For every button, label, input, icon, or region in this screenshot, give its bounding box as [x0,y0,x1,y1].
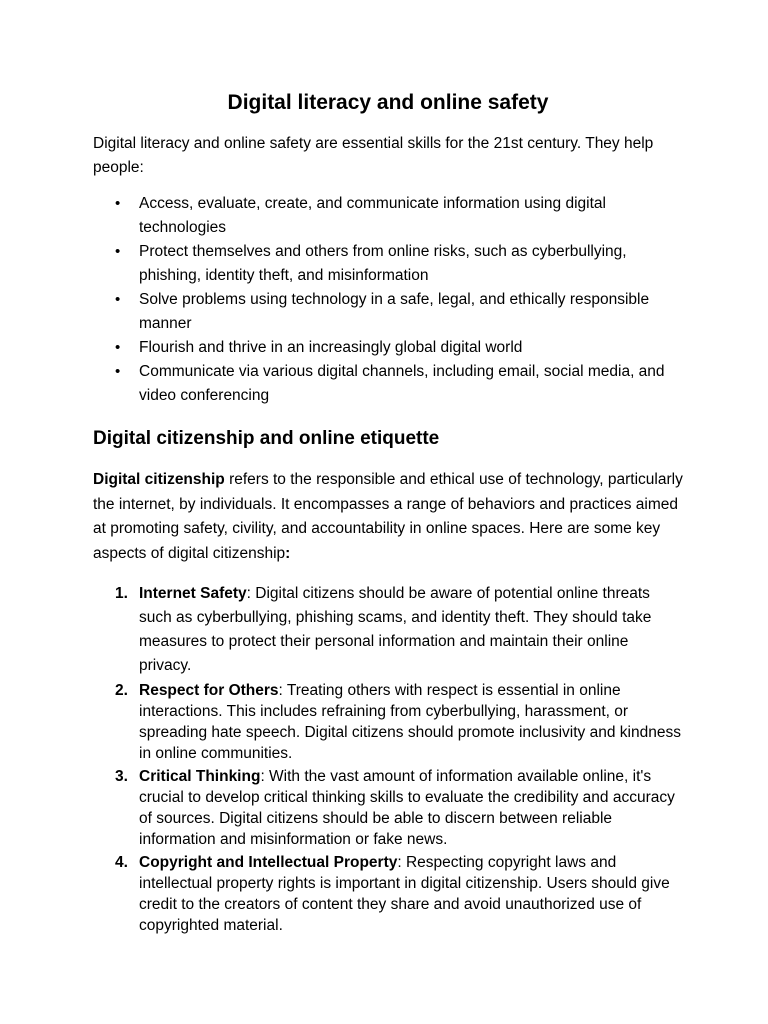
bullet-glyph: • [115,195,121,212]
aspect-text: : Respecting copyright laws and intellectual property rights is important in digital citizenship. Users should give credit to the creators of content they share and avoid unauthorized use of copyrighted material. [139,854,670,934]
citizenship-text: refers to the responsible and ethical use of technology, particularly the internet, by individuals. It encompasses a range of behaviors and practices aimed at promoting safety, civility, and accountability in online spaces. Here are some key aspects of digital citizenship [93,471,683,562]
bullet-glyph: • [115,363,121,380]
bullet-glyph: • [115,339,121,356]
skills-bullet-list [93,192,683,408]
aspect-number: 1. [115,585,128,602]
aspect-item-internet-safety [93,582,683,678]
citizenship-paragraph [93,468,683,566]
aspect-item-respect-for-others [93,680,683,764]
bullet-text: Access, evaluate, create, and communicate information using digital technologies [139,195,606,236]
bullet-item [93,192,683,240]
aspect-term: Critical Thinking [139,768,261,785]
citizenship-colon: : [285,544,291,562]
aspect-term: Copyright and Intellectual Property [139,854,398,871]
aspect-item-critical-thinking [93,766,683,850]
document-title: Digital literacy and online safety [227,91,549,114]
bullet-text: Protect themselves and others from online risks, such as cyberbullying, phishing, identity theft, and misinformation [139,243,627,284]
intro-paragraph: Digital literacy and online safety are essential skills for the 21st century. They help people: [93,135,654,176]
bullet-text: Solve problems using technology in a safe, legal, and ethically responsible manner [139,291,650,332]
bullet-glyph: • [115,243,121,260]
aspect-term: Internet Safety [139,585,247,602]
bullet-item [93,288,683,336]
aspect-text: : Digital citizens should be aware of potential online threats such as cyberbullying, phishing scams, and identity theft. They should take measures to protect their personal information and maintain their online privacy. [139,585,652,674]
aspect-item-copyright [93,852,683,936]
aspect-number: 3. [115,768,128,785]
bullet-item [93,360,683,408]
bullet-glyph: • [115,291,121,308]
section-heading: Digital citizenship and online etiquette [93,428,440,449]
citizenship-term: Digital citizenship [93,471,225,488]
aspects-numbered-list [93,582,683,936]
bullet-text: Communicate via various digital channels, including email, social media, and video conferencing [139,363,665,404]
aspect-text: : With the vast amount of information available online, it's crucial to develop critical thinking skills to evaluate the credibility and accuracy of sources. Digital citizens should be able to discern between reliable information and misinformation or fake news. [139,768,675,848]
bullet-text: Flourish and thrive in an increasingly global digital world [139,339,523,356]
aspect-number: 2. [115,682,128,699]
aspect-text: : Treating others with respect is essential in online interactions. This includes refraining from cyberbullying, harassment, or spreading hate speech. Digital citizens should promote inclusivity and kindness in online communities. [139,682,681,762]
document-body [93,88,683,936]
bullet-item [93,240,683,288]
aspect-term: Respect for Others [139,682,279,699]
aspect-number: 4. [115,854,128,871]
bullet-item [93,336,683,360]
